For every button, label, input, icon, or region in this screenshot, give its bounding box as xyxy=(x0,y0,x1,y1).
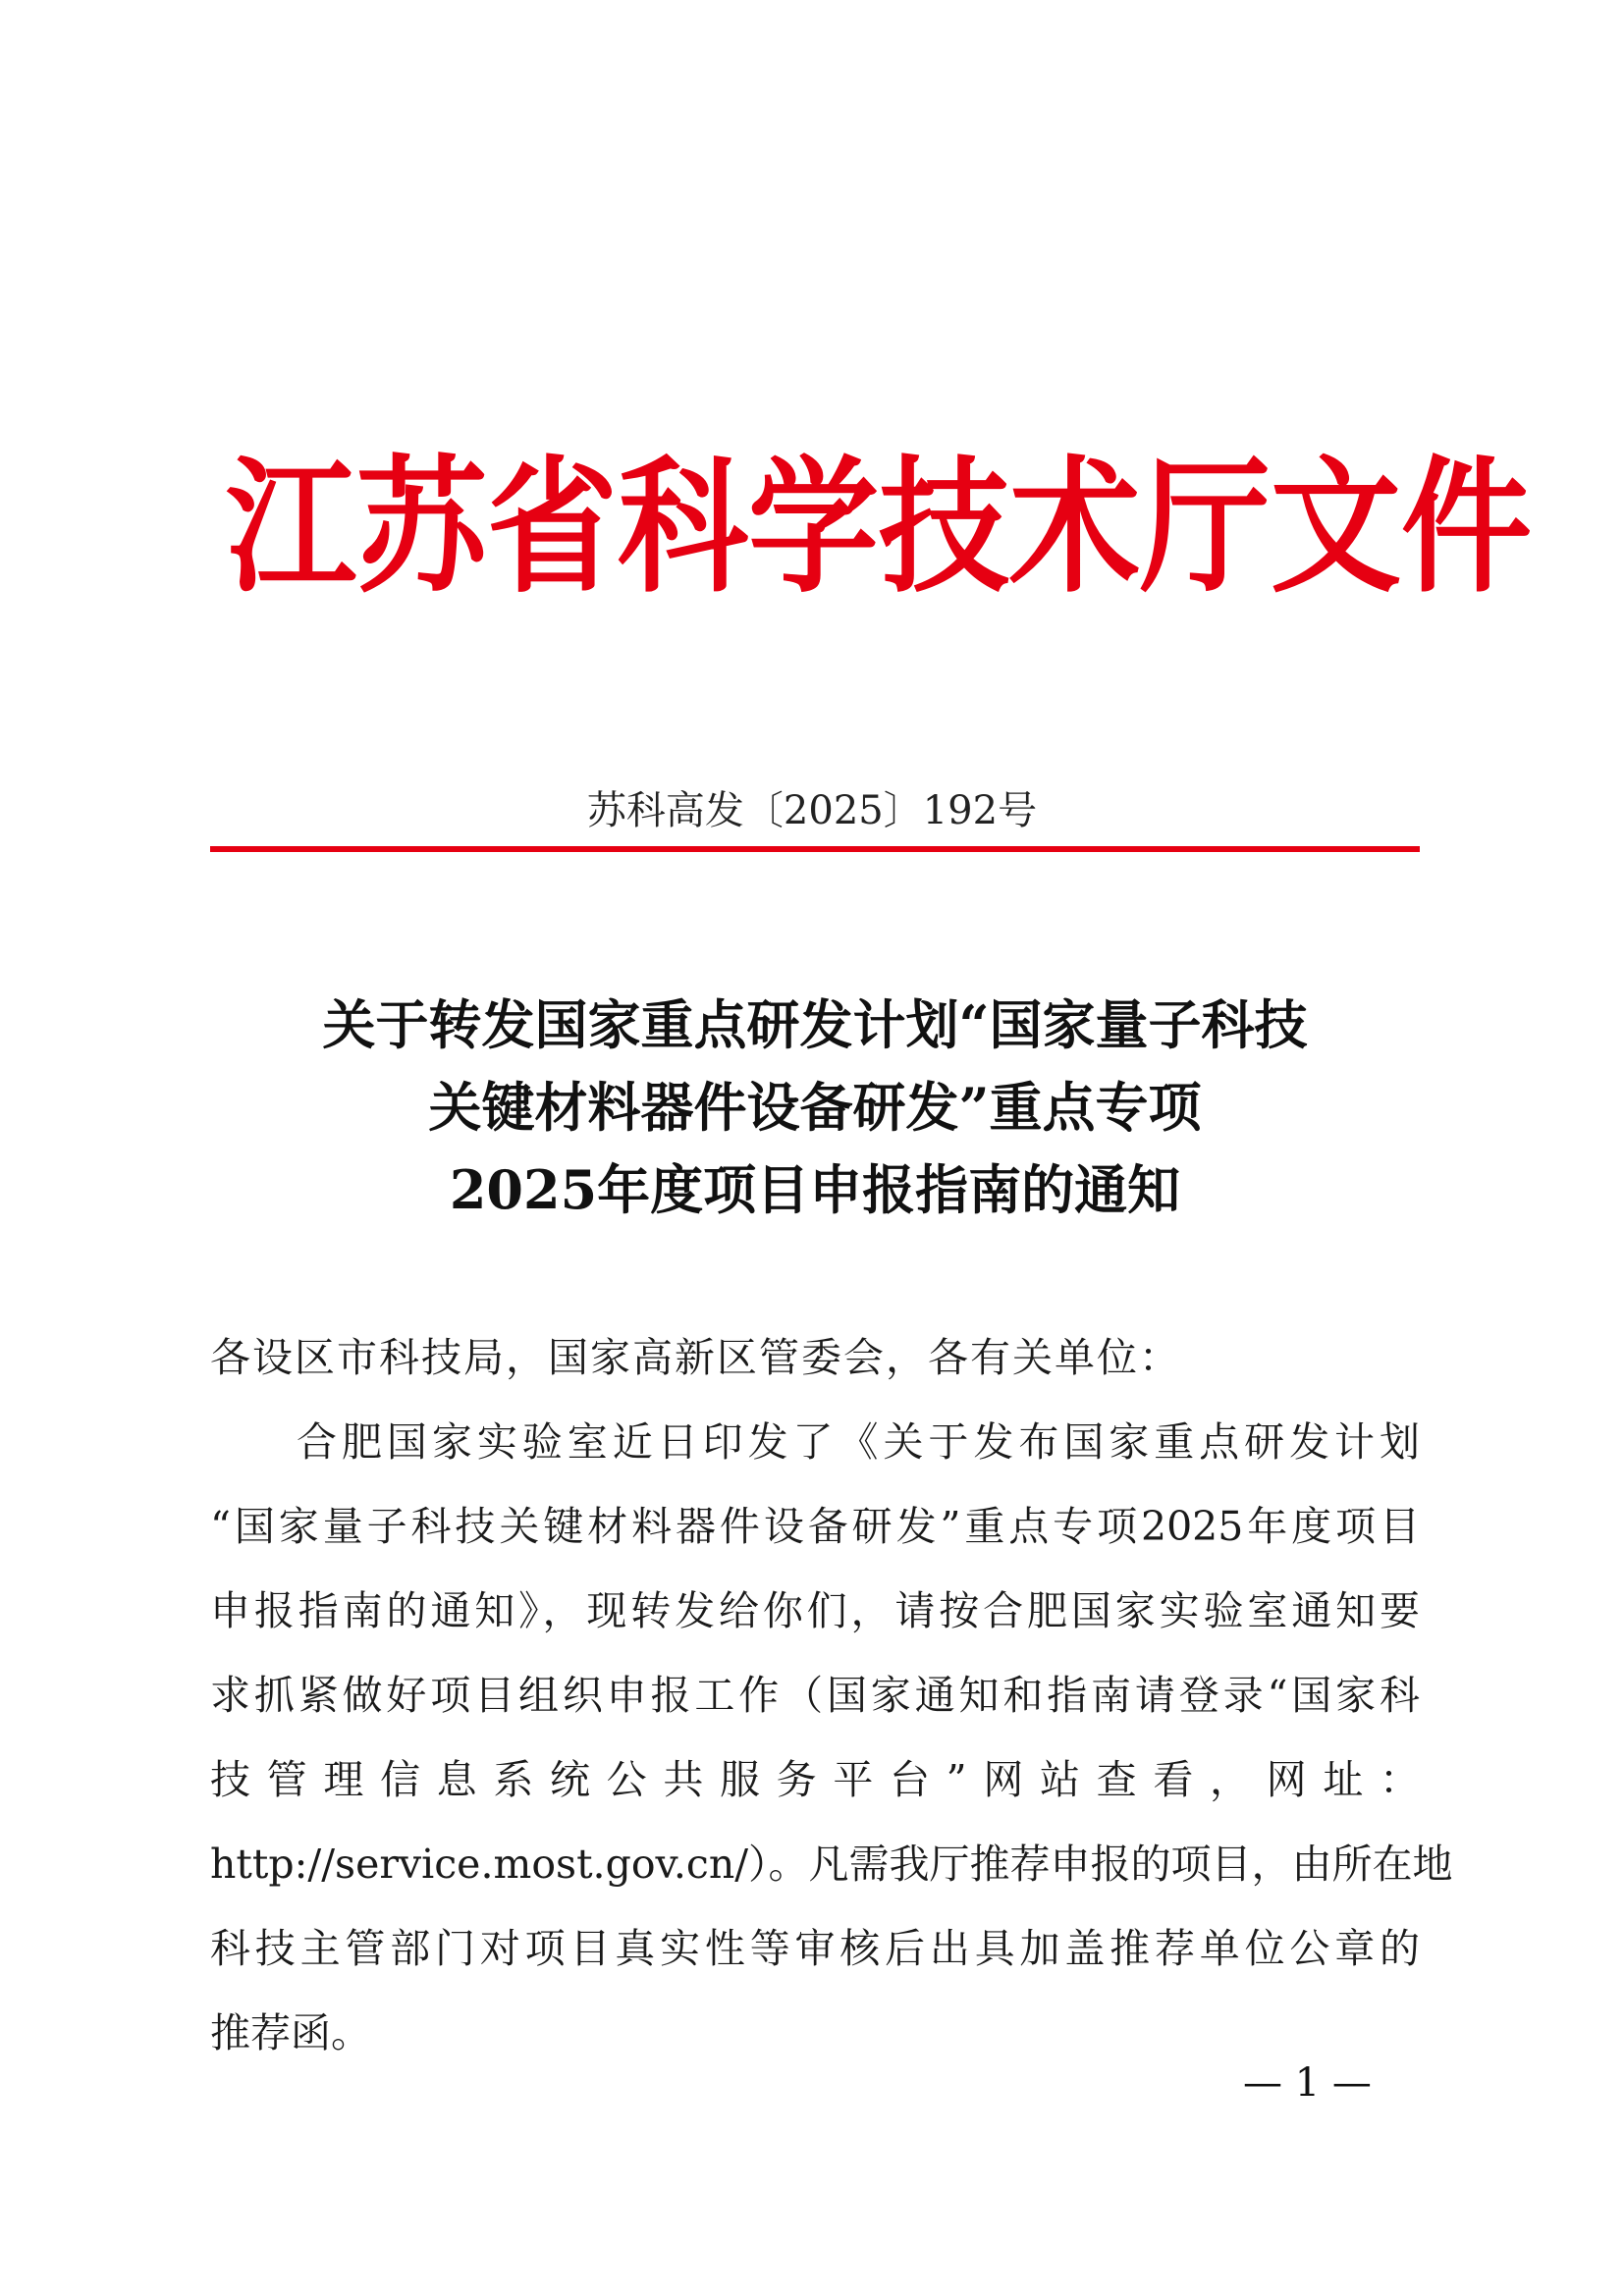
paragraph-line: 技管理信息系统公共服务平台”网站查看，网址： xyxy=(210,1756,1420,1803)
title-line: 2025年度项目申报指南的通知 xyxy=(449,1158,1181,1221)
red-divider-rule xyxy=(210,846,1420,852)
paragraph-line: “国家量子科技关键材料器件设备研发”重点专项2025年度项目 xyxy=(210,1503,1420,1550)
title-line: 关于转发国家重点研发计划“国家量子科技 xyxy=(322,993,1308,1056)
page-number: — 1 — xyxy=(1243,2060,1372,2106)
paragraph-line: 科技主管部门对项目真实性等审核后出具加盖推荐单位公章的 xyxy=(210,1925,1420,1972)
notice-body xyxy=(210,1315,1453,2075)
paragraph-line: 推荐函。 xyxy=(210,2009,371,2056)
paragraph-line: 合肥国家实验室近日印发了《关于发布国家重点研发计划 xyxy=(297,1418,1420,1466)
notice-title xyxy=(210,984,1420,1231)
paragraph-line: 申报指南的通知》，现转发给你们，请按合肥国家实验室通知要 xyxy=(210,1587,1420,1634)
paragraph-line: 求抓紧做好项目组织申报工作（国家通知和指南请登录“国家科 xyxy=(210,1672,1420,1719)
title-line: 关键材料器件设备研发”重点专项 xyxy=(428,1076,1202,1139)
masthead-title: 江苏省科学技术厅文件 xyxy=(226,441,1532,614)
salutation: 各设区市科技局，国家高新区管委会，各有关单位： xyxy=(210,1334,1181,1381)
document-number: 苏科高发〔2025〕192号 xyxy=(586,788,1038,833)
paragraph-line: http://service.most.gov.cn/）。凡需我厅推荐申报的项目，由所在地 xyxy=(210,1841,1453,1888)
body-paragraph xyxy=(210,1400,1453,2075)
